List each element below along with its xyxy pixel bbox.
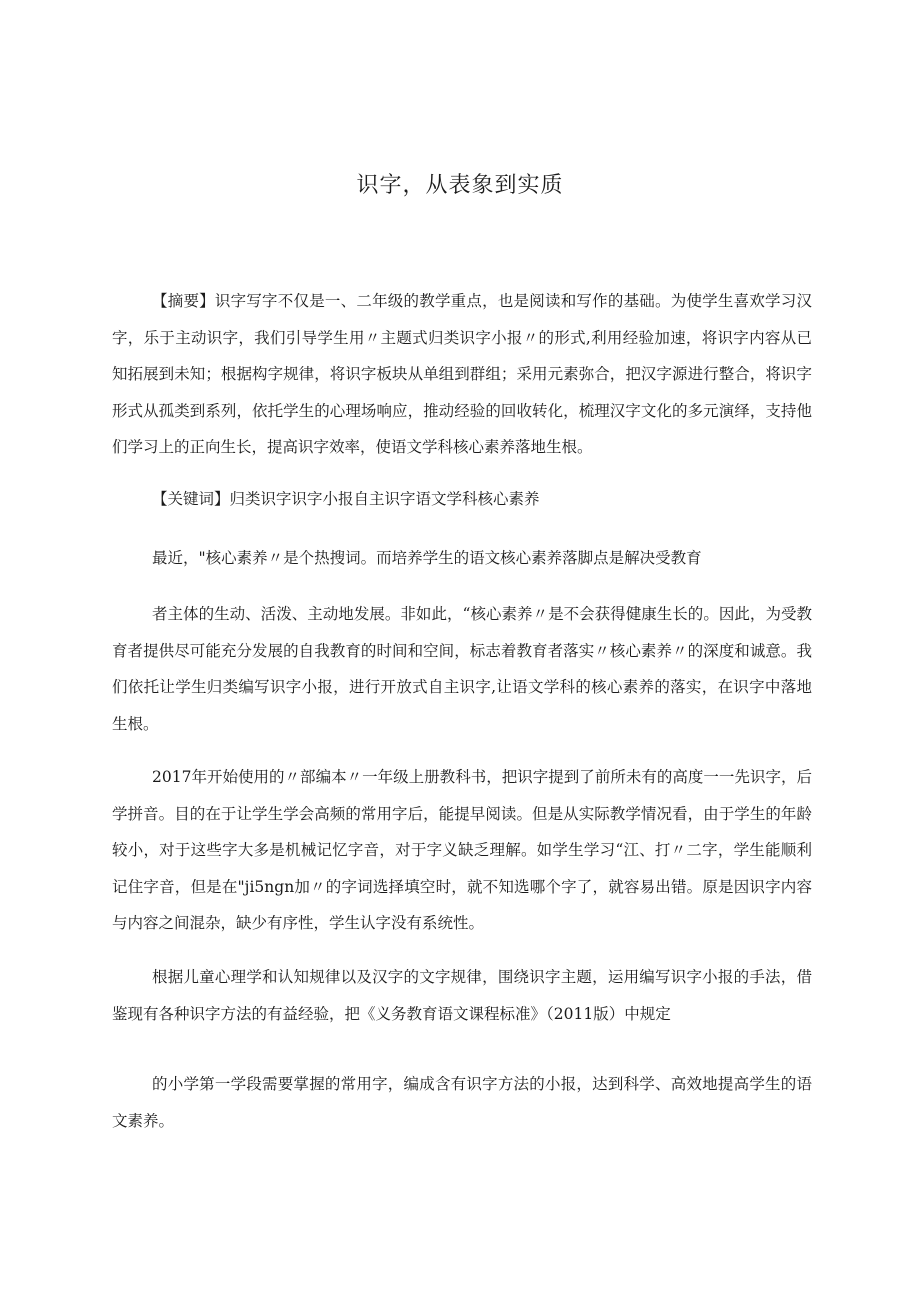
abstract-paragraph: 【摘要】识字写字不仅是一、二年级的教学重点，也是阅读和写作的基础。为使学生喜欢学习汉字，乐于主动识字，我们引导学生用〃主题式归类识字小报〃的形式,利用经验加速，将识字内容从已知拓展到未知；根据构字规律，将识字板块从单组到群组；采用元素弥合，把汉字源进行整合，将识字形式从孤类到系列，依托学生的心理场响应，推动经验的回收转化，梳理汉字文化的多元演绎，支持他们学习上的正向生长，提高识字效率，使语文学科核心素养落地生根。 [112,292,812,456]
body-paragraph-5: 的小学第一学段需要掌握的常用字，编成含有识字方法的小报，达到科学、高效地提高学生的语文素养。 [112,1075,812,1130]
body-paragraph-4: 根据儿童心理学和认知规律以及汉字的文字规律，围绕识字主题，运用编写识字小报的手法，借鉴现有各种识字方法的有益经验，把《义务教育语文课程标准》（2011版）中规定 [112,968,812,1023]
body-paragraph-3: 2017年开始使用的〃部编本〃一年级上册教科书，把识字提到了前所未有的高度一一先识字，后学拼音。目的在于让学生学会高频的常用字后，能提早阅读。但是从实际教学情况看，由于学生的年龄较小，对于这些字大多是机械记忆字音，对于字义缺乏理解。如学生学习“江、打〃二字，学生能顺利记住字音，但是在"ji5ngn加〃的字词选择填空时，就不知选哪个字了，就容易出错。原是因识字内容与内容之间混杂，缺少有序性，学生认字没有系统性。 [112,768,812,932]
document-title: 识字，从表象到实质 [356,173,564,198]
body-paragraph-1: 最近，"核心素养〃是个热搜词。而培养学生的语文核心素养落脚点是解决受教育 [152,549,702,567]
keywords-paragraph: 【关键词】归类识字识字小报自主识字语文学科核心素养 [152,490,540,508]
body-paragraph-2: 者主体的生动、活泼、主动地发展。非如此，“核心素养〃是不会获得健康生长的。因此，为受教育者提供尽可能充分发展的自我教育的时间和空间，标志着教育者落实〃核心素养〃的深度和诚意。我们依托让学生归类编写识字小报，进行开放式自主识字,让语文学科的核心素养的落实，在识字中落地生根。 [112,605,812,733]
